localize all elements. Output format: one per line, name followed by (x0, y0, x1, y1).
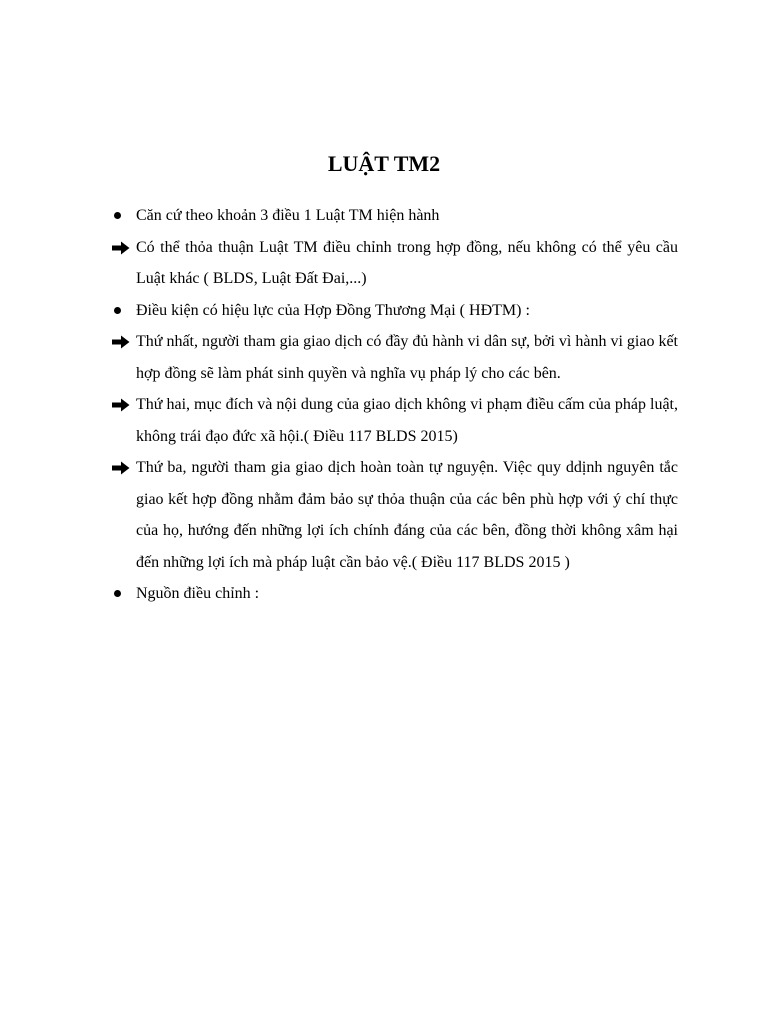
bullet-dot-icon (114, 307, 121, 314)
arrow-right-icon (111, 334, 131, 350)
arrow-right-icon (111, 460, 131, 476)
list-item (110, 295, 678, 327)
list-item-text: Thứ ba, người tham gia giao dịch hoàn toàn tự nguyện. Việc quy ddịnh nguyên tắc giao kết hợp đồng nhằm đảm bảo sự thỏa thuận của các bên phù hợp với ý chí thực của họ, hướng đến những lợi ích chính đáng của các bên, đồng thời không xâm hại đến những lợi ích mà pháp luật cần bảo vệ.( Điều 117 BLDS 2015 ) (136, 459, 678, 571)
list-item-text: Nguồn điều chỉnh : (136, 585, 260, 602)
bullet-dot-icon (114, 212, 121, 219)
list-item (110, 452, 678, 578)
list-item-text: Có thể thỏa thuận Luật TM điều chỉnh trong hợp đồng, nếu không có thể yêu cầu Luật khác ( BLDS, Luật Đất Đai,...) (136, 238, 678, 287)
list-item (110, 326, 678, 389)
list-item (110, 578, 678, 610)
list-item (110, 232, 678, 295)
list-item-text: Thứ hai, mục đích và nội dung của giao dịch không vi phạm điều cấm của pháp luật, không trái đạo đức xã hội.( Điều 117 BLDS 2015) (136, 396, 678, 445)
list-item-text: Điều kiện có hiệu lực của Hợp Đồng Thương Mại ( HĐTM) : (136, 301, 530, 319)
list-item-text: Căn cứ theo khoản 3 điều 1 Luật TM hiện hành (136, 207, 440, 224)
document-body (110, 200, 678, 610)
bullet-dot-icon (114, 590, 121, 597)
list-item (110, 200, 678, 232)
list-item-text: Thứ nhất, người tham gia giao dịch có đầy đủ hành vi dân sự, bởi vì hành vi giao kết hợp đồng sẽ làm phát sinh quyền và nghĩa vụ pháp lý cho các bên. (136, 333, 678, 382)
arrow-right-icon (111, 240, 131, 256)
document-title: LUẬT TM2 (327, 151, 441, 176)
list-item (110, 389, 678, 452)
arrow-right-icon (111, 397, 131, 413)
